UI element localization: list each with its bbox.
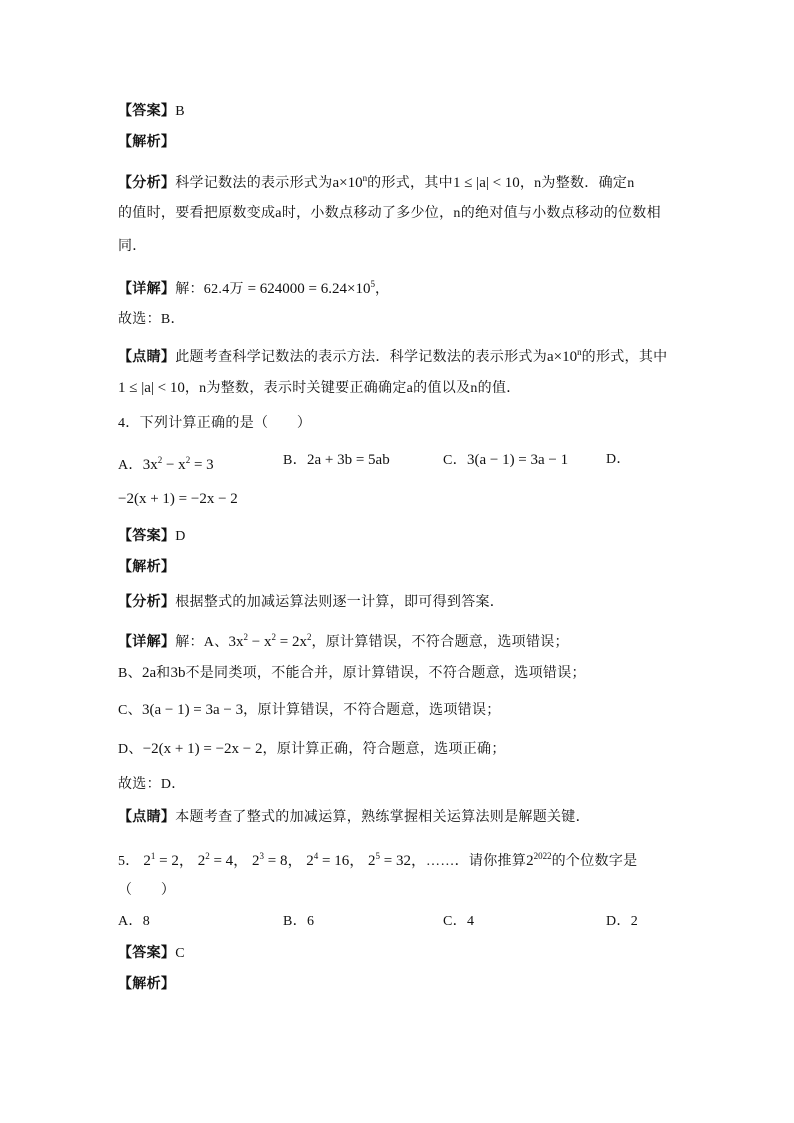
math-expression: 2 bbox=[368, 853, 376, 869]
math-expression: 3(a − 1) = 3a − 3 bbox=[141, 702, 244, 718]
q4-analysis-line bbox=[118, 594, 504, 612]
math-expression: 3(a − 1) = 3a − 1 bbox=[466, 452, 569, 468]
option-d: D．2 bbox=[606, 914, 639, 929]
math-expression: = 624000 = 6.24×10 bbox=[243, 281, 371, 297]
jiexi-label: 【解析】 bbox=[118, 977, 176, 992]
detail-text: ，原计算错误，不符合题意，选项错误； bbox=[243, 703, 501, 718]
math-expression: a×10 bbox=[547, 349, 578, 365]
answer-label: 【答案】 bbox=[118, 104, 176, 119]
math-superscript: 2022 bbox=[533, 851, 552, 861]
answer-label: 【答案】 bbox=[118, 529, 176, 544]
comment-text: 此题考查科学记数法的表示方法．科学记数法的表示形式为 bbox=[175, 350, 548, 365]
stem-text: ……．请你推算 bbox=[426, 854, 527, 869]
detail-text: B、 bbox=[118, 666, 142, 681]
math-expression: a×10 bbox=[332, 175, 363, 191]
math-expression: = 2， bbox=[155, 853, 194, 869]
math-expression: 1 ≤ |a| < 10 bbox=[118, 380, 185, 396]
analysis-label: 【分析】 bbox=[118, 176, 176, 191]
math-superscript: 4 bbox=[313, 851, 319, 861]
math-superscript: 3 bbox=[259, 851, 264, 861]
q3-answer-line bbox=[118, 103, 185, 121]
math-expression: 2 bbox=[197, 853, 206, 869]
detail-text: ， bbox=[374, 282, 390, 297]
math-superscript: 2 bbox=[306, 632, 312, 642]
detail-text: ，原计算错误，不符合题意，选项错误； bbox=[311, 635, 569, 650]
math-expression: 2 bbox=[306, 853, 314, 869]
detail-label: 【详解】 bbox=[118, 282, 176, 297]
q3-analysis-line3: 同． bbox=[118, 239, 147, 254]
q4-jiexi-label bbox=[118, 559, 175, 577]
analysis-label: 【分析】 bbox=[118, 595, 176, 610]
option-a bbox=[118, 451, 214, 475]
q5-options-row bbox=[118, 913, 678, 931]
option-b bbox=[283, 451, 390, 470]
option-c: C．4 bbox=[443, 914, 475, 929]
math-expression: = 32， bbox=[380, 853, 427, 869]
math-expression: 2 bbox=[251, 853, 260, 869]
option-label: A． bbox=[118, 458, 143, 473]
analysis-text: 根据整式的加减运算法则逐一计算，即可得到答案． bbox=[175, 595, 505, 610]
q5-jiexi-label bbox=[118, 976, 175, 994]
comment-text: 的形式，其中 bbox=[581, 350, 668, 365]
jiexi-label: 【解析】 bbox=[118, 135, 176, 150]
math-expression: − x bbox=[162, 457, 186, 473]
comment-label: 【点睛】 bbox=[118, 810, 176, 825]
detail-text: 解：A、 bbox=[175, 635, 229, 650]
q4-detail-d bbox=[118, 740, 506, 759]
q5-answer-line bbox=[118, 945, 185, 963]
q5-paren: （ ） bbox=[118, 883, 176, 898]
detail-text: 不是同类项，不能合并，原计算错误，不符合题意，选项错误； bbox=[185, 666, 586, 681]
option-label: B． bbox=[283, 453, 307, 468]
math-expression: = 2x bbox=[275, 634, 307, 650]
math-superscript: 1 bbox=[150, 851, 156, 861]
math-expression: 2 bbox=[143, 853, 151, 869]
detail-text: ，原计算正确，符合题意，选项正确； bbox=[262, 742, 506, 757]
q4-options-row bbox=[118, 451, 678, 473]
detail-text: C、 bbox=[118, 703, 142, 718]
q4-detail-a bbox=[118, 628, 569, 652]
math-expression: 2 bbox=[526, 853, 534, 869]
detail-text: D、 bbox=[118, 742, 143, 757]
analysis-text: 科学记数法的表示形式为 bbox=[175, 176, 333, 191]
math-expression: − x bbox=[248, 634, 272, 650]
q3-comment-line2 bbox=[118, 379, 521, 398]
math-superscript: 2 bbox=[271, 632, 276, 642]
math-superscript: n bbox=[362, 173, 368, 183]
math-superscript: 2 bbox=[243, 632, 249, 642]
math-expression: = 8， bbox=[263, 853, 303, 869]
option-d bbox=[606, 451, 631, 469]
q4-detail-c bbox=[118, 701, 501, 720]
math-expression: = 16， bbox=[318, 853, 365, 869]
option-label: C． bbox=[443, 453, 467, 468]
comment-text: ，n为整数，表示时关键要正确确定a的值以及n的值． bbox=[184, 381, 521, 396]
q4-detail-b bbox=[118, 664, 586, 683]
q4-choice: 故选：D． bbox=[118, 777, 186, 792]
comment-label: 【点睛】 bbox=[118, 350, 176, 365]
math-superscript: 5 bbox=[370, 279, 375, 289]
math-expression: −2(x + 1) = −2x − 2 bbox=[142, 741, 263, 757]
math-superscript: 2 bbox=[157, 455, 163, 465]
q4-comment-line bbox=[118, 809, 590, 827]
math-expression: 3x bbox=[228, 634, 244, 650]
math-superscript: n bbox=[577, 347, 582, 357]
math-expression: −2(x + 1) = −2x − 2 bbox=[118, 491, 238, 507]
option-label: D． bbox=[606, 452, 631, 467]
math-expression: 3x bbox=[142, 457, 158, 473]
q3-comment-line1 bbox=[118, 343, 667, 367]
answer-value: D bbox=[175, 529, 186, 544]
math-expression: 3b bbox=[170, 665, 186, 681]
q3-jiexi-label bbox=[118, 134, 175, 152]
math-expression: 2a bbox=[141, 665, 157, 681]
math-superscript: 5 bbox=[375, 851, 381, 861]
q3-analysis-line1 bbox=[118, 169, 635, 193]
option-d-expression bbox=[118, 490, 238, 509]
math-expression: 2a + 3b = 5ab bbox=[306, 452, 390, 468]
math-expression: = 4， bbox=[209, 853, 249, 869]
q3-choice: 故选：B． bbox=[118, 312, 185, 327]
question-number: 5． bbox=[118, 854, 140, 869]
q4-answer-line bbox=[118, 528, 186, 546]
detail-text: 解：62.4万 bbox=[175, 282, 244, 297]
math-expression: 1 ≤ |a| < 10 bbox=[452, 175, 520, 191]
option-a: A．8 bbox=[118, 914, 151, 929]
detail-label: 【详解】 bbox=[118, 635, 176, 650]
answer-value: B bbox=[175, 104, 185, 119]
q5-stem-line1 bbox=[118, 847, 637, 871]
answer-value: C bbox=[175, 946, 185, 961]
detail-text: 和 bbox=[156, 666, 171, 681]
q4-stem: 4．下列计算正确的是（ ） bbox=[118, 416, 312, 431]
math-superscript: 2 bbox=[205, 851, 210, 861]
q3-detail-line bbox=[118, 275, 389, 299]
option-c bbox=[443, 451, 568, 470]
answer-label: 【答案】 bbox=[118, 946, 176, 961]
analysis-text: 的形式，其中 bbox=[367, 176, 453, 191]
comment-text: 本题考查了整式的加减运算，熟练掌握相关运算法则是解题关键． bbox=[175, 810, 590, 825]
stem-text: 的个位数字是 bbox=[551, 854, 638, 869]
math-expression: = 3 bbox=[190, 457, 214, 473]
jiexi-label: 【解析】 bbox=[118, 560, 176, 575]
option-b: B．6 bbox=[283, 914, 315, 929]
math-superscript: 2 bbox=[185, 455, 191, 465]
q3-analysis-line2: 的值时，要看把原数变成a时，小数点移动了多少位，n的绝对值与小数点移动的位数相 bbox=[118, 206, 661, 221]
analysis-text: ，n为整数．确定n bbox=[519, 176, 635, 191]
